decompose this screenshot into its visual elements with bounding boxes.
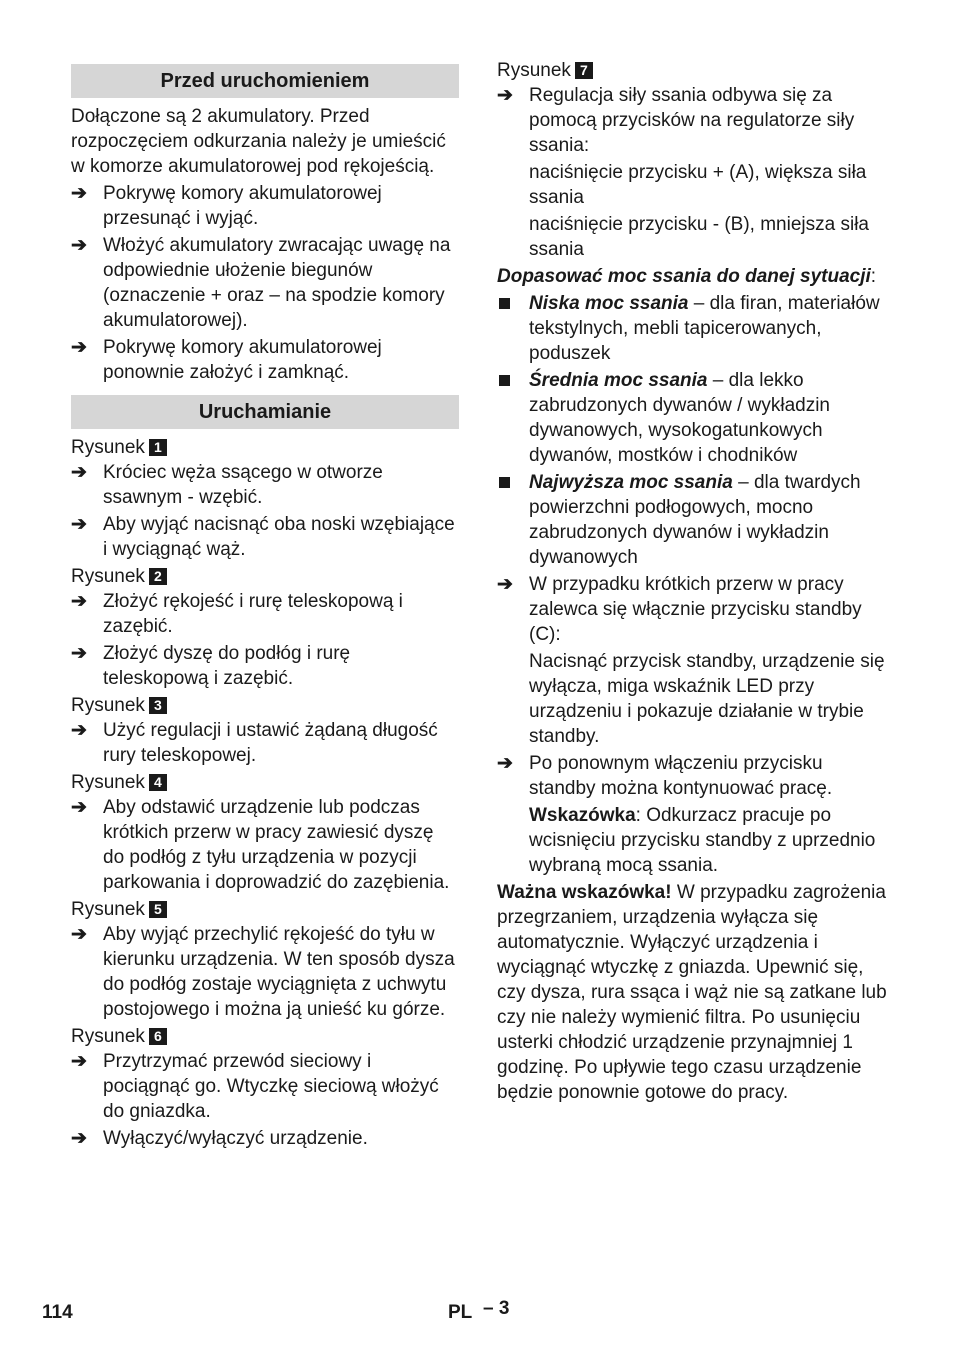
section-heading-startup: Uruchamianie — [71, 395, 459, 429]
page-footer — [42, 1296, 922, 1326]
figure-label: Rysunek — [71, 772, 145, 793]
suction-heading-text: Dopasować moc ssania do danej sytuacji — [497, 266, 871, 287]
figure-label: Rysunek — [71, 899, 145, 920]
step-text: Króciec węża ssącego w otworze ssawnym - wzębić. — [103, 462, 383, 508]
figure-label: Rysunek — [71, 437, 145, 458]
step — [497, 572, 887, 647]
arrow-icon: ➔ — [497, 85, 513, 106]
arrow-icon: ➔ — [71, 591, 87, 612]
suction-heading-colon: : — [870, 266, 877, 287]
figure-label: Rysunek — [71, 566, 145, 587]
figure-label: Rysunek — [497, 60, 571, 81]
arrow-icon: ➔ — [71, 183, 87, 204]
bullet-text: – dla lekko zabrudzonych dywanów / wykładzin dywanowych, wysokogatunkowych dywanów, mostków i chodników — [529, 370, 830, 466]
step-text: W przypadku krótkich przerw w pracy zalewca się włącznie przycisku standby (C): — [529, 574, 862, 645]
left-column — [71, 64, 459, 1153]
figure-label: Rysunek — [71, 1026, 145, 1047]
figure-ref — [71, 564, 459, 589]
page-number: 114 — [42, 1302, 73, 1323]
section-number: – 3 — [483, 1298, 510, 1319]
tip-text: : Odkurzacz pracuje po wcisnięciu przycisku standby z uprzednio wybraną mocą ssania. — [529, 805, 876, 876]
important-label: Ważna wskazówka! — [497, 882, 672, 903]
step-text: Po ponownym włączeniu przycisku standby można kontynuować pracę. — [529, 753, 833, 799]
square-bullet-icon — [499, 375, 510, 386]
arrow-icon: ➔ — [71, 462, 87, 483]
figure-number: 5 — [149, 901, 167, 918]
list-item — [497, 470, 887, 570]
tip-label: Wskazówka — [529, 805, 636, 826]
step-text: Aby odstawić urządzenie lub podczas krótkich przerw w pracy zawiesić dyszę do podłóg z tyłu urządzenia w pozycji parkowania i doprowadzić do zazębienia. — [103, 797, 450, 893]
step — [71, 335, 459, 385]
figure-number: 3 — [149, 697, 167, 714]
figure-number: 1 — [149, 439, 167, 456]
step-detail: naciśnięcie przycisku + (A), większa siła ssania — [529, 162, 867, 208]
figure-ref — [497, 58, 887, 83]
important-text: W przypadku zagrożenia przegrzaniem, urządzenia wyłącza się automatycznie. Wyłączyć urządzenia i wyciągnąć wtyczkę z gniazda. Upewnić się, czy dysza, rura ssąca i wąż nie są zatkane lub czy nie należy wymienić filtra. Po usunięciu usterki chłodzić urządzenie przynajmniej 1 godzinę. Po upływie tego czasu urządzenie będzie ponownie gotowe do pracy. — [497, 882, 887, 1103]
list-item — [497, 291, 887, 366]
arrow-icon: ➔ — [71, 337, 87, 358]
figure-number: 4 — [149, 774, 167, 791]
arrow-icon: ➔ — [497, 574, 513, 595]
step-text: Aby wyjąć nacisnąć oba noski wzębiające i wyciągnąć wąż. — [103, 514, 455, 560]
step-text: Złożyć dyszę do podłóg i rurę teleskopową i zazębić. — [103, 643, 351, 689]
figure-label: Rysunek — [71, 695, 145, 716]
step — [71, 641, 459, 691]
figure-number: 6 — [149, 1028, 167, 1045]
step — [71, 589, 459, 639]
bullet-term: Średnia moc ssania — [529, 370, 708, 391]
bullet-term: Niska moc ssania — [529, 293, 689, 314]
step-text: Regulacja siły ssania odbywa się za pomocą przycisków na regulatorze siły ssania: — [529, 85, 855, 156]
step — [71, 460, 459, 510]
figure-ref — [71, 693, 459, 718]
step — [71, 1049, 459, 1124]
tip-paragraph — [497, 803, 887, 878]
arrow-icon: ➔ — [71, 1128, 87, 1149]
important-note — [497, 880, 887, 1105]
arrow-icon: ➔ — [497, 753, 513, 774]
step-text: Włożyć akumulatory zwracając uwagę na odpowiednie ułożenie biegunów (oznaczenie + oraz – na spodzie komory akumulatorowej). — [103, 235, 451, 331]
step-text: Aby wyjąć przechylić rękojeść do tyłu w kierunku urządzenia. W ten sposób dysza do podłóg zostaje wyciągnięta z uchwytu postojowego i można ją unieść ku górze. — [103, 924, 455, 1020]
step-text: Złożyć rękojeść i rurę teleskopową i zazębić. — [103, 591, 403, 637]
figure-number: 2 — [149, 568, 167, 585]
arrow-icon: ➔ — [71, 797, 87, 818]
step — [71, 512, 459, 562]
figure-ref — [71, 897, 459, 922]
arrow-icon: ➔ — [71, 643, 87, 664]
intro-paragraph: Dołączone są 2 akumulatory. Przed rozpoczęciem odkurzania należy je umieścić w komorze akumulatorowej pod rękojeścią. — [71, 106, 446, 177]
step — [71, 181, 459, 231]
step-text: Przytrzymać przewód sieciowy i pociągnąć go. Wtyczkę sieciową włożyć do gniazdka. — [103, 1051, 439, 1122]
bullet-text: – dla twardych powierzchni podłogowych, mocno zabrudzonych dywanów i wykładzin dywanowych — [529, 472, 861, 568]
step-text: Użyć regulacji i ustawić żądaną długość rury teleskopowej. — [103, 720, 438, 766]
step — [71, 922, 459, 1022]
square-bullet-icon — [499, 477, 510, 488]
step-text: Wyłączyć/wyłączyć urządzenie. — [103, 1128, 368, 1149]
figure-number: 7 — [575, 62, 593, 79]
step-text: Pokrywę komory akumulatorowej ponownie założyć i zamknąć. — [103, 337, 382, 383]
step — [497, 83, 887, 158]
figure-ref — [71, 435, 459, 460]
bullet-text: – dla firan, materiałów tekstylnych, mebli tapicerowanych, poduszek — [529, 293, 880, 364]
arrow-icon: ➔ — [71, 235, 87, 256]
arrow-icon: ➔ — [71, 720, 87, 741]
arrow-icon: ➔ — [71, 514, 87, 535]
figure-ref — [71, 1024, 459, 1049]
bullet-term: Najwyższa moc ssania — [529, 472, 733, 493]
suction-heading — [497, 264, 887, 289]
arrow-icon: ➔ — [71, 924, 87, 945]
step-detail: naciśnięcie przycisku - (B), mniejsza siła ssania — [529, 214, 869, 260]
language-code: PL — [448, 1302, 473, 1323]
list-item — [497, 368, 887, 468]
step-detail: Nacisnąć przycisk standby, urządzenie się wyłącza, miga wskaźnik LED przy urządzeniu i pokazuje działanie w trybie standby. — [529, 651, 885, 747]
step — [71, 1126, 459, 1151]
arrow-icon: ➔ — [71, 1051, 87, 1072]
square-bullet-icon — [499, 298, 510, 309]
step-text: Pokrywę komory akumulatorowej przesunąć i wyjąć. — [103, 183, 382, 229]
right-column — [497, 58, 887, 1107]
figure-ref — [71, 770, 459, 795]
step — [71, 795, 459, 895]
section-heading-before-start: Przed uruchomieniem — [71, 64, 459, 98]
step — [497, 751, 887, 801]
step — [71, 718, 459, 768]
step — [71, 233, 459, 333]
